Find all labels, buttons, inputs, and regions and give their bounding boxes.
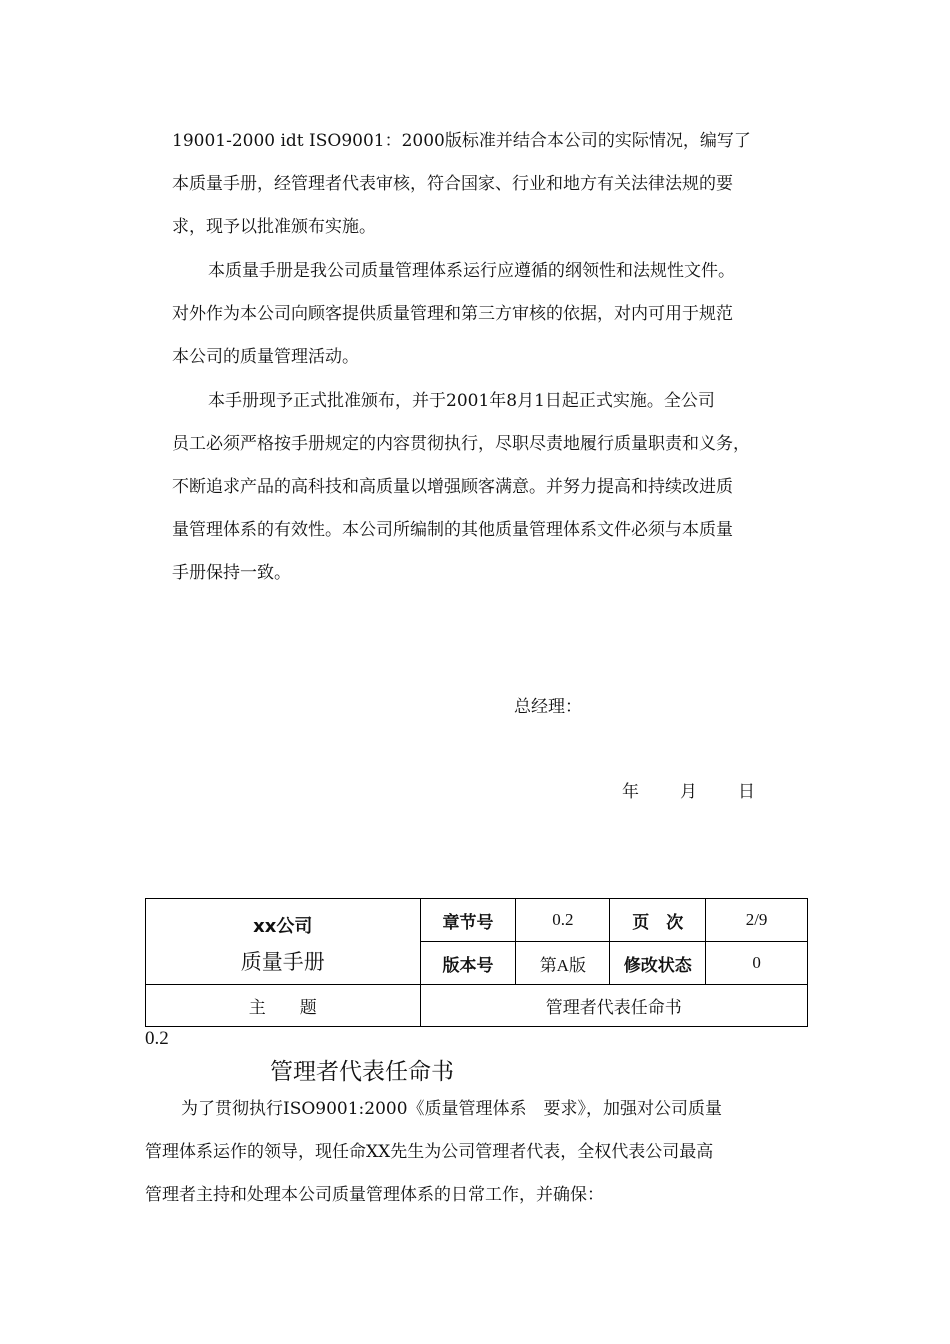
date-day: 日 xyxy=(738,782,755,802)
text-line: 本质量手册，经管理者代表审核，符合国家、行业和地方有关法律法规的要 xyxy=(172,174,733,194)
version-value: 第A版 xyxy=(516,942,610,985)
revision-label: 修改状态 xyxy=(610,942,706,985)
text-line: 管理体系运作的领导，现任命XX先生为公司管理者代表，全权代表公司最高 xyxy=(145,1142,714,1162)
document-header-table xyxy=(145,898,808,1027)
section-title: 管理者代表任命书 xyxy=(270,1059,454,1085)
text-line: 管理者主持和处理本公司质量管理体系的日常工作，并确保： xyxy=(145,1185,604,1205)
text-line: 19001-2000 idt ISO9001：2000版标准并结合本公司的实际情况，编写了 xyxy=(172,131,751,151)
page-value: 2/9 xyxy=(706,899,808,942)
text-line: 本公司的质量管理活动。 xyxy=(172,347,359,367)
subject-label: 主 题 xyxy=(146,985,421,1027)
chapter-value: 0.2 xyxy=(516,899,610,942)
version-label: 版本号 xyxy=(420,942,516,985)
paragraph-appointment xyxy=(145,1088,815,1217)
subject-value: 管理者代表任命书 xyxy=(420,985,807,1027)
revision-value: 0 xyxy=(706,942,808,985)
signature-label: 总经理： xyxy=(514,697,582,717)
company-name: xx公司 xyxy=(253,915,313,937)
date-year: 年 xyxy=(622,782,639,802)
text-line: 本质量手册是我公司质量管理体系运行应遵循的纲领性和法规性文件。 xyxy=(208,261,735,281)
text-line: 手册保持一致。 xyxy=(172,563,291,583)
paragraph-manual-purpose xyxy=(172,250,812,379)
text-line: 本手册现予正式批准颁布，并于2001年8月1日起正式实施。全公司 xyxy=(208,391,715,411)
text-line: 为了贯彻执行ISO9001:2000《质量管理体系 要求》，加强对公司质量 xyxy=(181,1099,723,1119)
chapter-label: 章节号 xyxy=(420,899,516,942)
text-line: 员工必须严格按手册规定的内容贯彻执行，尽职尽责地履行质量职责和义务， xyxy=(172,434,750,454)
page-label: 页 次 xyxy=(610,899,706,942)
text-line: 对外作为本公司向顾客提供质量管理和第三方审核的依据，对内可用于规范 xyxy=(172,304,733,324)
text-line: 量管理体系的有效性。本公司所编制的其他质量管理体系文件必须与本质量 xyxy=(172,520,733,540)
date-month: 月 xyxy=(680,782,697,802)
text-line: 不断追求产品的高科技和高质量以增强顾客满意。并努力提高和持续改进质 xyxy=(172,477,733,497)
company-cell xyxy=(146,899,421,985)
section-number: 0.2 xyxy=(145,1028,169,1049)
text-line: 求，现予以批准颁布实施。 xyxy=(172,217,376,237)
paragraph-implementation xyxy=(172,380,812,595)
paragraph-approval xyxy=(172,120,812,249)
manual-name: 质量手册 xyxy=(240,949,325,974)
